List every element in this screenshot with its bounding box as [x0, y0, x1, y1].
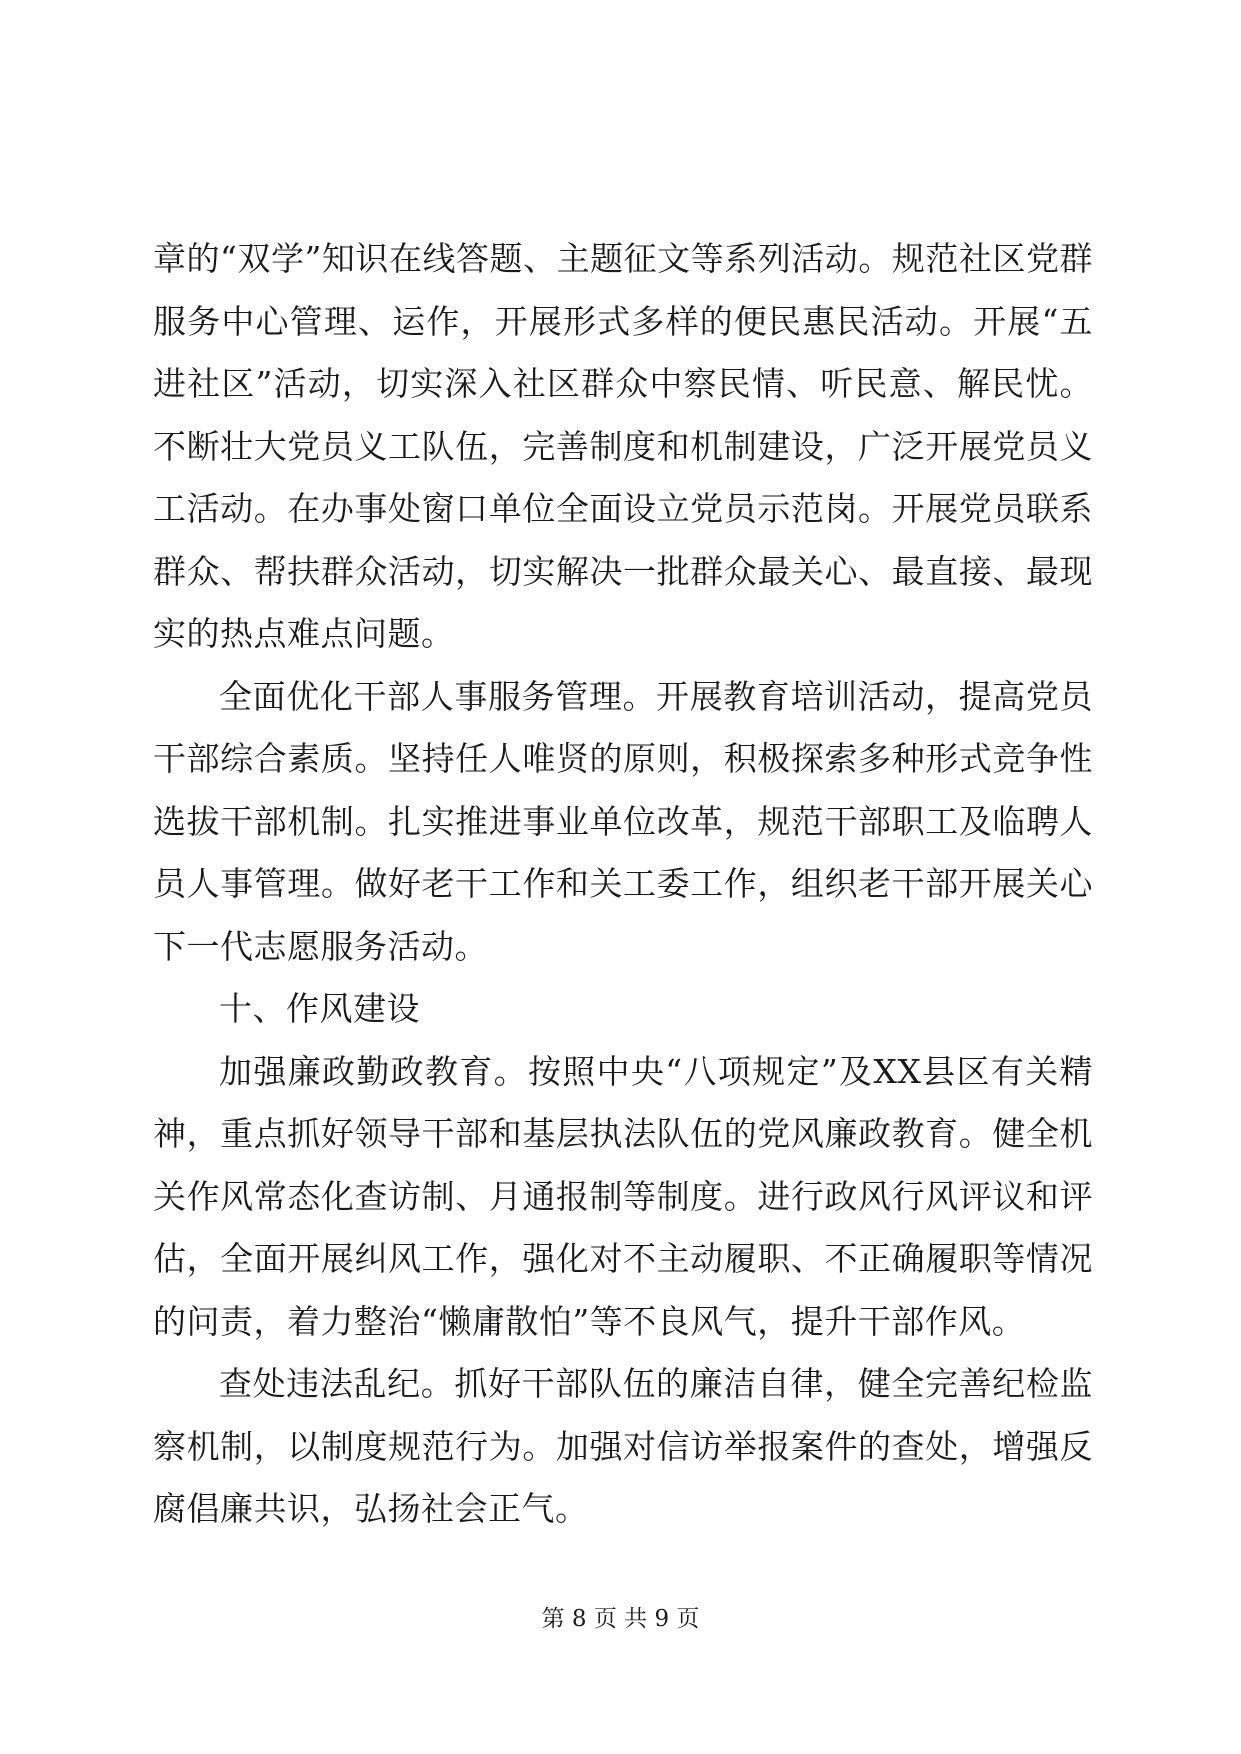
document-body — [153, 228, 1093, 1541]
paragraph-cadre-management: 全面优化干部人事服务管理。开展教育培训活动，提高党员干部综合素质。坚持任人唯贤的原则，积极探索多种形式竞争性选拔干部机制。扎实推进事业单位改革，规范干部职工及临聘人员人事管理。做好老干工作和关工委工作，组织老干部开展关心下一代志愿服务活动。 — [153, 676, 1093, 966]
paragraph-integrity-education: 加强廉政勤政教育。按照中央“八项规定”及XX县区有关精神，重点抓好领导干部和基层执法队伍的党风廉政教育。健全机关作风常态化查访制、月通报制等制度。进行政风行风评议和评估，全面开展纠风工作，强化对不主动履职、不正确履职等情况的问责，着力整治“懒庸散怕”等不良风气，提升干部作风。 — [153, 1051, 1093, 1341]
paragraph-continued: 章的“双学”知识在线答题、主题征文等系列活动。规范社区党群服务中心管理、运作，开展形式多样的便民惠民活动。开展“五进社区”活动，切实深入社区群众中察民情、听民意、解民忧。不断壮大党员义工队伍，完善制度和机制建设，广泛开展党员义工活动。在办事处窗口单位全面设立党员示范岗。开展党员联系群众、帮扶群众活动，切实解决一批群众最关心、最直接、最现实的热点难点问题。 — [153, 239, 1093, 653]
paragraph-discipline: 查处违法乱纪。抓好干部队伍的廉洁自律，健全完善纪检监察机制，以制度规范行为。加强对信访举报案件的查处，增强反腐倡廉共识，弘扬社会正气。 — [153, 1364, 1093, 1528]
page-number-footer: 第 8 页 共 9 页 — [541, 1606, 700, 1632]
section-heading: 十、作风建设 — [219, 989, 420, 1028]
